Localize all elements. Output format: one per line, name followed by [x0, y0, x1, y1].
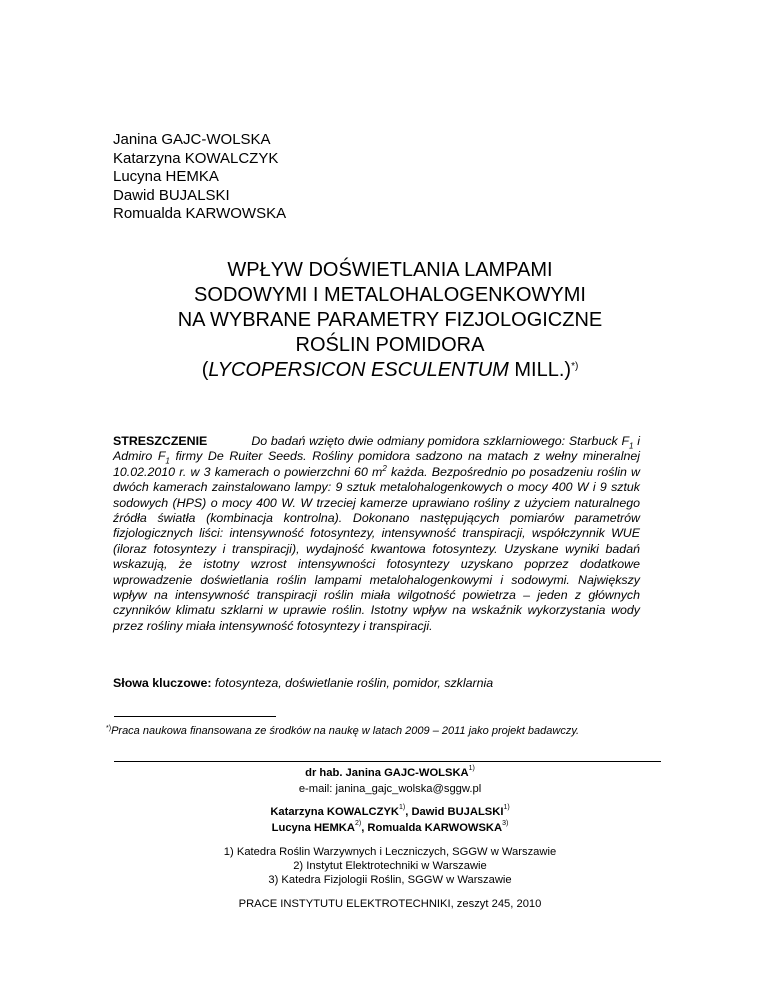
separator: ,	[361, 822, 368, 834]
affiliation-mark: 3)	[502, 820, 509, 827]
coauthors-line-1	[100, 806, 680, 818]
affiliation: 3) Katedra Fizjologii Roślin, SGGW w Warszawie	[268, 874, 512, 886]
coauthor-name: Romualda KARWOWSKA	[367, 822, 503, 834]
title-line: SODOWYMI I METALOHALOGENKOWYMI	[194, 284, 586, 306]
author-name: Janina GAJC-WOLSKA	[113, 131, 271, 148]
author-name: Lucyna HEMKA	[113, 168, 219, 185]
title-line	[100, 358, 680, 383]
footnote-mark: *)	[106, 725, 112, 732]
paper-title	[100, 258, 680, 383]
affiliation: 1) Katedra Roślin Warzywnych i Leczniczych, SGGW w Warszawie	[223, 846, 557, 858]
coauthor-name: Katarzyna KOWALCZYK	[270, 806, 399, 818]
title-author-abbrev: MILL.)	[508, 359, 572, 381]
title-paren: (	[201, 359, 209, 381]
subscript: 1	[165, 456, 170, 466]
title-line: NA WYBRANE PARAMETRY FIZJOLOGICZNE	[177, 309, 603, 331]
superscript: 2	[382, 463, 387, 473]
keywords-text: fotosynteza, doświetlanie roślin, pomidor, szklarnia	[214, 676, 494, 690]
main-author	[100, 767, 680, 779]
abstract-segment: Do badań wzięto dwie odmiany pomidora szklarniowego: Starbuck F	[251, 434, 630, 448]
affiliation-mark: 1)	[503, 804, 510, 811]
title-latin-name: LYCOPERSICON ESCULENTUM	[208, 359, 509, 381]
main-author-name: dr hab. Janina GAJC-WOLSKA	[305, 767, 469, 779]
abstract-segment: i Admiro F	[113, 434, 640, 464]
coauthor-name: Dawid BUJALSKI	[411, 806, 504, 818]
journal-citation: PRACE INSTYTUTU ELEKTROTECHNIKI, zeszyt 245, 2010	[238, 898, 542, 910]
abstract-segment: każda. Bezpośrednio po posadzeniu roślin w dwóch kamerach zainstalowano lampy: 9 sztuk metalohalogenkowych o mocy 400 W i 9 sztuk sodowych (HPS) o mocy 400 W. W trzeciej kamerze uprawiano rośliny z użyciem naturalnego źródła światła (kombinacja kontrolna). Dokonano następujących pomiarów parametrów fizjologicznych liści: intensywność fotosyntezy, intensywność transpiracji, współczynnik WUE (iloraz fotosyntezy i transpiracji), wydajność kwantowa fotosyntezy. Uzyskane wyniki badań wskazują, że istotny wzrost intensywności fotosyntezy uzyskano poprzez dodatkowe wprowadzenie doświetlania roślin lampami metalohalogenkowymi i sodowymi. Największy wpływ na intensywność transpiracji roślin miała wilgotność powietrza – jeden z głównych czynników klimatu szklarni w uprawie roślin. Istotny wpływ na wskaźnik wykorzystania wody przez rośliny miała intensywność fotosyntezy i transpiracji.	[113, 464, 641, 633]
footnote-text: Praca naukowa finansowana ze środków na naukę w latach 2009 – 2011 jako projekt badawczy.	[111, 725, 580, 737]
author-name: Dawid BUJALSKI	[113, 186, 230, 204]
separator: ,	[405, 806, 412, 818]
keywords-label: Słowa kluczowe:	[113, 676, 212, 690]
footnote	[106, 725, 579, 737]
title-line: WPŁYW DOŚWIETLANIA LAMPAMI	[227, 259, 553, 281]
abstract-text	[113, 434, 640, 633]
affiliation-mark: 1)	[399, 804, 406, 811]
affiliation-mark: 1)	[468, 765, 475, 772]
abstract-segment: firmy De Ruiter Seeds. Rośliny pomidora sadzono na matach z wełny mineralnej 10.02.2010 r. w 3 kamerach o powierzchni 60 m	[113, 449, 640, 479]
author-name: Romualda KARWOWSKA	[113, 205, 287, 222]
subscript: 1	[629, 441, 634, 451]
title-footnote-mark: *)	[571, 361, 579, 372]
coauthor-name: Lucyna HEMKA	[271, 822, 355, 834]
coauthors-line-2	[100, 822, 680, 834]
affiliation-mark: 2)	[354, 820, 362, 827]
email: e-mail: janina_gajc_wolska@sggw.pl	[298, 783, 482, 795]
title-line: ROŚLIN POMIDORA	[295, 334, 485, 356]
abstract	[113, 434, 640, 634]
affiliation: 2) Instytut Elektrotechniki w Warszawie	[293, 860, 487, 872]
keywords	[113, 676, 653, 690]
abstract-label: STRESZCZENIE	[113, 434, 208, 448]
footnote-divider	[114, 716, 276, 717]
author-list	[113, 131, 286, 224]
section-divider	[114, 761, 661, 762]
author-name: Katarzyna KOWALCZYK	[113, 149, 279, 167]
